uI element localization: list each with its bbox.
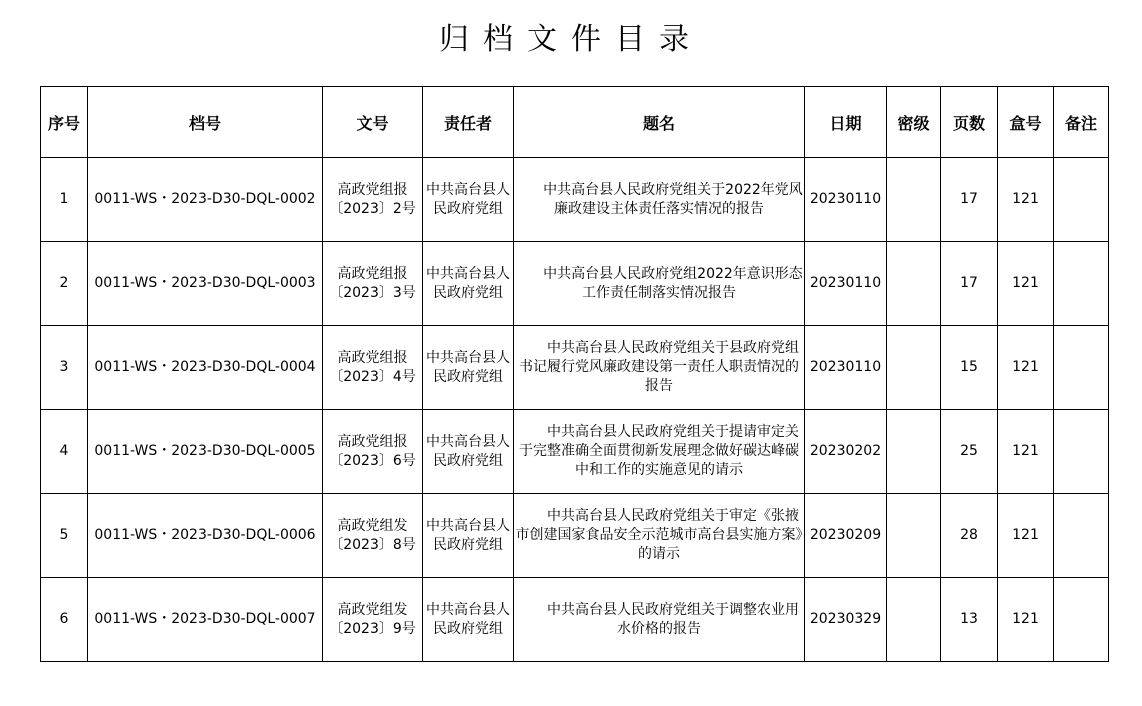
header-author: 责任者 xyxy=(423,87,514,158)
cell-seq: 6 xyxy=(41,578,88,662)
doc-title-text: 中共高台县人民政府党组2022年意识形态工作责任制落实情况报告 xyxy=(543,265,803,301)
cell-pages: 25 xyxy=(941,410,998,494)
doc-title-text: 中共高台县人民政府党组关于提请审定关于完整准确全面贯彻新发展理念做好碳达峰碳中和工作的实施意见的请示 xyxy=(519,424,799,478)
table-row xyxy=(41,158,1109,242)
cell-author xyxy=(423,158,514,242)
cell-doc-no xyxy=(323,242,423,326)
cell-box: 121 xyxy=(998,242,1054,326)
cell-author xyxy=(423,242,514,326)
cell-author xyxy=(423,578,514,662)
author-text: 中共高台县人民政府党组 xyxy=(426,601,510,637)
author-text: 中共高台县人民政府党组 xyxy=(426,433,510,469)
author-text: 中共高台县人民政府党组 xyxy=(426,517,510,553)
cell-doc-title xyxy=(514,326,805,410)
cell-seq: 5 xyxy=(41,494,88,578)
cell-remark xyxy=(1054,242,1109,326)
cell-doc-no xyxy=(323,494,423,578)
doc-title-text: 中共高台县人民政府党组关于调整农业用水价格的报告 xyxy=(547,601,799,637)
cell-archive-no: 0011-WS・2023-D30-DQL-0005 xyxy=(88,410,323,494)
header-doc-no: 文号 xyxy=(323,87,423,158)
cell-archive-no: 0011-WS・2023-D30-DQL-0003 xyxy=(88,242,323,326)
cell-doc-no xyxy=(323,326,423,410)
cell-archive-no: 0011-WS・2023-D30-DQL-0006 xyxy=(88,494,323,578)
cell-seq: 4 xyxy=(41,410,88,494)
cell-author xyxy=(423,494,514,578)
cell-doc-title xyxy=(514,410,805,494)
cell-seq: 1 xyxy=(41,158,88,242)
cell-box: 121 xyxy=(998,494,1054,578)
cell-archive-no: 0011-WS・2023-D30-DQL-0004 xyxy=(88,326,323,410)
cell-box: 121 xyxy=(998,326,1054,410)
cell-date: 20230202 xyxy=(805,410,887,494)
cell-pages: 15 xyxy=(941,326,998,410)
cell-date: 20230209 xyxy=(805,494,887,578)
cell-box: 121 xyxy=(998,158,1054,242)
cell-doc-title xyxy=(514,578,805,662)
doc-title-text: 中共高台县人民政府党组关于2022年党风廉政建设主体责任落实情况的报告 xyxy=(543,181,803,217)
cell-box: 121 xyxy=(998,578,1054,662)
cell-date: 20230329 xyxy=(805,578,887,662)
cell-box: 121 xyxy=(998,410,1054,494)
cell-doc-title xyxy=(514,494,805,578)
cell-remark xyxy=(1054,326,1109,410)
doc-title-text: 中共高台县人民政府党组关于审定《张掖市创建国家食品安全示范城市高台县实施方案》的请示 xyxy=(515,508,803,562)
doc-no-text: 高政党组报〔2023〕4号 xyxy=(329,349,416,385)
header-date: 日期 xyxy=(805,87,887,158)
cell-seq: 2 xyxy=(41,242,88,326)
header-archive-no: 档号 xyxy=(88,87,323,158)
doc-no-text: 高政党组报〔2023〕3号 xyxy=(329,265,416,301)
cell-remark xyxy=(1054,410,1109,494)
table-row xyxy=(41,578,1109,662)
header-seq: 序号 xyxy=(41,87,88,158)
header-row xyxy=(41,87,1109,158)
header-pages: 页数 xyxy=(941,87,998,158)
cell-date: 20230110 xyxy=(805,326,887,410)
doc-title-text: 中共高台县人民政府党组关于县政府党组书记履行党风廉政建设第一责任人职责情况的报告 xyxy=(519,340,799,394)
cell-doc-title xyxy=(514,158,805,242)
header-doc-title: 题名 xyxy=(514,87,805,158)
cell-secret xyxy=(887,158,941,242)
cell-secret xyxy=(887,410,941,494)
doc-no-text: 高政党组报〔2023〕6号 xyxy=(329,433,416,469)
cell-secret xyxy=(887,494,941,578)
author-text: 中共高台县人民政府党组 xyxy=(426,349,510,385)
cell-secret xyxy=(887,326,941,410)
cell-date: 20230110 xyxy=(805,158,887,242)
cell-seq: 3 xyxy=(41,326,88,410)
cell-doc-title xyxy=(514,242,805,326)
cell-author xyxy=(423,326,514,410)
table-row xyxy=(41,326,1109,410)
archive-catalog-table xyxy=(40,86,1109,662)
table-row xyxy=(41,494,1109,578)
cell-remark xyxy=(1054,578,1109,662)
cell-archive-no: 0011-WS・2023-D30-DQL-0002 xyxy=(88,158,323,242)
cell-pages: 13 xyxy=(941,578,998,662)
cell-pages: 17 xyxy=(941,158,998,242)
cell-doc-no xyxy=(323,410,423,494)
cell-archive-no: 0011-WS・2023-D30-DQL-0007 xyxy=(88,578,323,662)
cell-author xyxy=(423,410,514,494)
cell-remark xyxy=(1054,494,1109,578)
author-text: 中共高台县人民政府党组 xyxy=(426,181,510,217)
doc-no-text: 高政党组报〔2023〕2号 xyxy=(329,181,416,217)
page-title: 归档文件目录 xyxy=(439,22,703,57)
cell-doc-no xyxy=(323,158,423,242)
cell-doc-no xyxy=(323,578,423,662)
header-box: 盒号 xyxy=(998,87,1054,158)
doc-no-text: 高政党组发〔2023〕9号 xyxy=(329,601,416,637)
author-text: 中共高台县人民政府党组 xyxy=(426,265,510,301)
table-row xyxy=(41,410,1109,494)
table-row xyxy=(41,242,1109,326)
cell-pages: 28 xyxy=(941,494,998,578)
cell-secret xyxy=(887,578,941,662)
header-secret: 密级 xyxy=(887,87,941,158)
cell-remark xyxy=(1054,158,1109,242)
cell-pages: 17 xyxy=(941,242,998,326)
header-remark: 备注 xyxy=(1054,87,1109,158)
cell-secret xyxy=(887,242,941,326)
doc-no-text: 高政党组发〔2023〕8号 xyxy=(329,517,416,553)
cell-date: 20230110 xyxy=(805,242,887,326)
